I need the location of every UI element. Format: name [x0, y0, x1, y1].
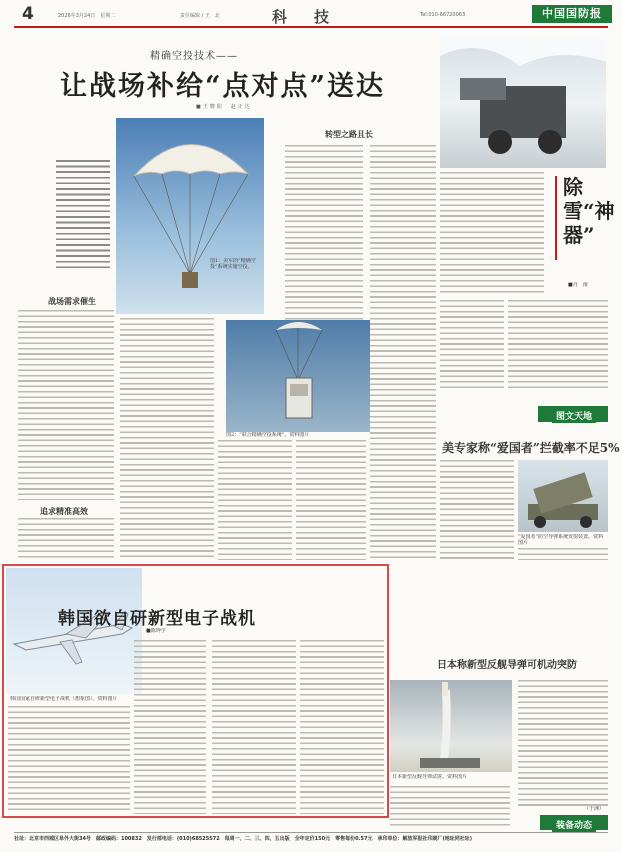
parachute-photo [116, 118, 264, 314]
subhead-precision: 追求精准高效 [40, 506, 88, 516]
page-number: 4 [22, 4, 34, 24]
section-title: 科 技 [272, 8, 336, 26]
lead-body-column [296, 440, 366, 560]
page-footer: 社址：北京市西城区阜外大街34号 邮政编码：100832 发行部电话：(010)68525572 每周一、二、三、四、五出版 全年定价150元 零售每份0.57元 承印单位：解放军报社印刷厂(地址同社址) [14, 832, 608, 846]
picture-news-headline: 美专家称“爱国者”拦截率不足5% [442, 441, 620, 455]
picture-news-body [518, 548, 608, 560]
editor-credit: 责任编辑 / 王 北 [180, 13, 220, 19]
lead-body-column [370, 362, 436, 560]
snowblower-photo [440, 36, 606, 168]
korea-body-column [8, 706, 130, 814]
lead-body-column [120, 318, 214, 560]
korea-headline: 韩国欲自研新型电子战机 [58, 609, 256, 629]
japan-headline: 日本称新型反舰导弹可机动突防 [437, 660, 577, 671]
korea-byline: ■陈钟宇 [146, 628, 166, 634]
patriot-caption: “爱国者”防空导弹系统发射装置。资料图片 [518, 534, 604, 546]
subhead-demand: 战场需求催生 [48, 296, 96, 306]
lead-body-column [218, 440, 292, 560]
airdrop-caption: 图2：“联合精确空投系统”。资料图片 [226, 432, 310, 438]
japan-body-column [518, 680, 608, 806]
lead-headline: 让战场补给“点对点”送达 [60, 71, 386, 102]
japan-body-column [390, 786, 510, 826]
snow-body-column [440, 300, 504, 390]
snow-headline: 除雪“神器” [563, 175, 615, 247]
missile-photo [390, 680, 512, 772]
lead-body-column [18, 518, 114, 560]
korea-body-column [300, 640, 384, 814]
parachute-caption: 图1：美军的“精确空投”系统实施空投。 [210, 258, 256, 270]
lead-body-column [18, 310, 114, 500]
ew-aircraft-photo [6, 568, 142, 694]
airdrop-photo [226, 320, 370, 432]
snow-body-column [440, 172, 544, 294]
snow-body-column [508, 300, 608, 390]
snow-title-rule [555, 176, 557, 260]
picture-news-badge: 图文天地 [552, 408, 596, 423]
lead-body-column [370, 145, 436, 357]
lead-kicker: 精确空投技术—— [150, 51, 238, 62]
japan-author: （于洲） [584, 806, 605, 812]
lead-byline: ■王晓阳 赵正达 [196, 104, 252, 110]
korea-body-column [212, 640, 296, 814]
equipment-news-badge: 装备动态 [552, 817, 596, 832]
desk-phone: Tel:010-66720063 [420, 12, 466, 18]
missile-caption: 日本新型反舰导弹试射。资料图片 [392, 774, 468, 780]
snow-byline: ■丹 南 [568, 282, 588, 288]
lead-intro [56, 160, 110, 270]
patriot-photo [518, 460, 608, 532]
masthead-logo: 中国国防报 [532, 5, 612, 23]
korea-caption: 韩国国家自研新型电子战机（想象图）。资料图片 [10, 696, 118, 702]
korea-body-column [134, 640, 206, 814]
subhead-transformation: 转型之路且长 [325, 129, 373, 139]
picture-news-body [440, 460, 514, 560]
issue-date: 2026年3月24日 星期二 [58, 13, 116, 19]
